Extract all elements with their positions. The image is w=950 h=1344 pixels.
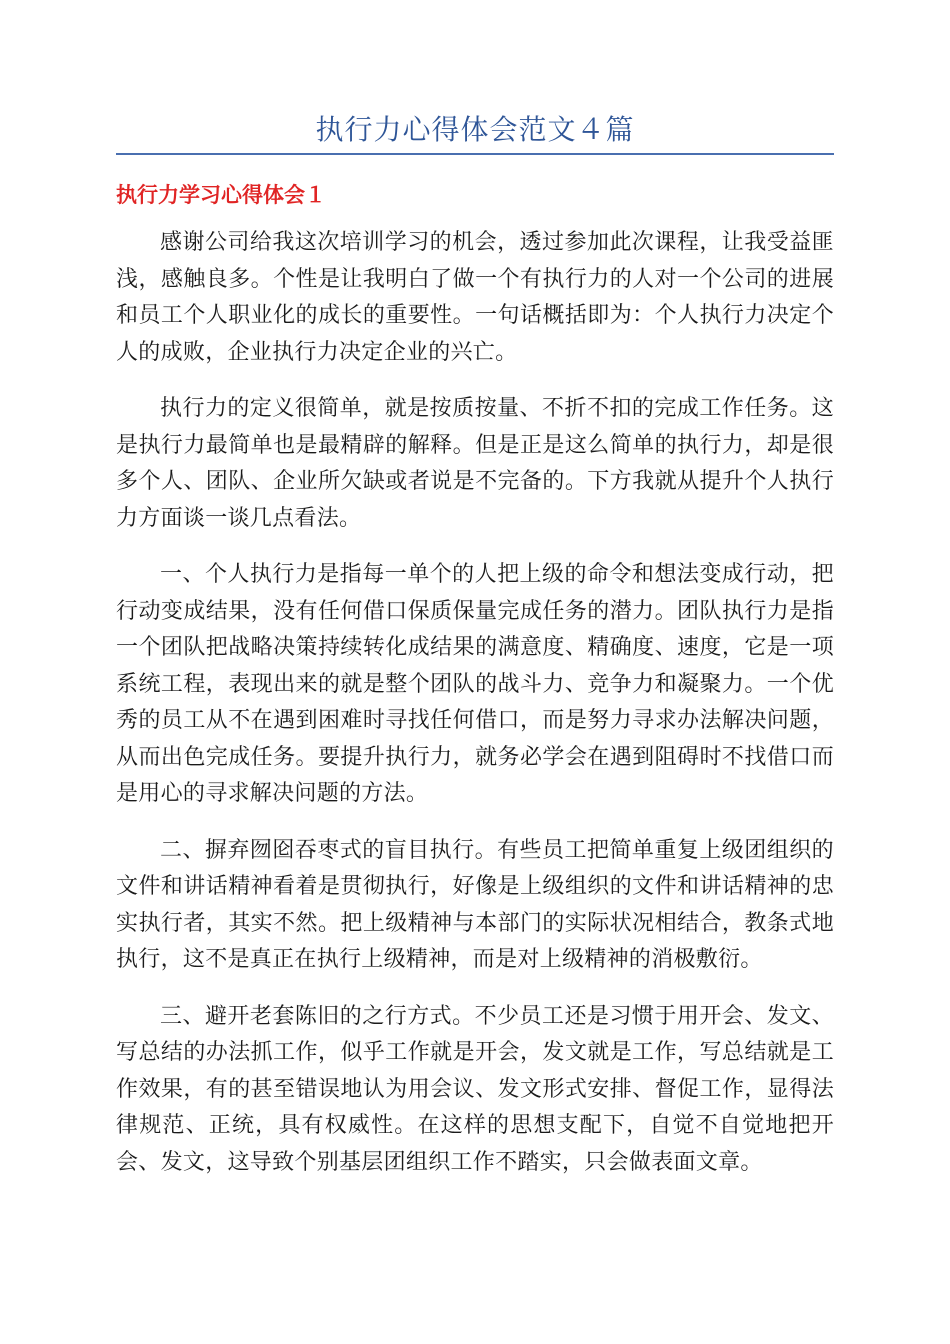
paragraph: 二、摒弃囫囵吞枣式的盲目执行。有些员工把简单重复上级团组织的文件和讲话精神看着是贯彻执行，好像是上级组织的文件和讲话精神的忠实执行者，其实不然。把上级精神与本部门的实际状况相结合，教条式地执行，这不是真正在执行上级精神，而是对上级精神的消极敷衍。 bbox=[116, 837, 834, 972]
paragraph: 一、个人执行力是指每一单个的人把上级的命令和想法变成行动，把行动变成结果，没有任何借口保质保量完成任务的潜力。团队执行力是指一个团队把战略决策持续转化成结果的满意度、精确度、速度，它是一项系统工程，表现出来的就是整个团队的战斗力、竞争力和凝聚力。一个优秀的员工从不在遇到困难时寻找任何借口，而是努力寻求办法解决问题，从而出色完成任务。要提升执行力，就务必学会在遇到阻碍时不找借口而是用心的寻求解决问题的方法。 bbox=[116, 562, 834, 806]
paragraph: 三、避开老套陈旧的之行方式。不少员工还是习惯于用开会、发文、写总结的办法抓工作，似乎工作就是开会，发文就是工作，写总结就是工作效果，有的甚至错误地认为用会议、发文形式安排、督促工作，显得法律规范、正统，具有权威性。在这样的思想支配下，自觉不自觉地把开会、发文，这导致个别基层团组织工作不踏实，只会做表面文章。 bbox=[116, 1003, 834, 1175]
section-heading: 执行力学习心得体会１ bbox=[116, 183, 326, 207]
title-underline bbox=[116, 153, 834, 155]
document-body bbox=[116, 225, 834, 1201]
paragraph: 感谢公司给我这次培训学习的机会，透过参加此次课程，让我受益匪浅，感触良多。个性是让我明白了做一个有执行力的人对一个公司的进展和员工个人职业化的成长的重要性。一句话概括即为：个人执行力决定个人的成败，企业执行力决定企业的兴亡。 bbox=[116, 230, 834, 365]
document-title: 执行力心得体会范文４篇 bbox=[315, 113, 635, 146]
paragraph: 执行力的定义很简单，就是按质按量、不折不扣的完成工作任务。这是执行力最简单也是最精辟的解释。但是正是这么简单的执行力，却是很多个人、团队、企业所欠缺或者说是不完备的。下方我就从提升个人执行力方面谈一谈几点看法。 bbox=[116, 396, 834, 531]
